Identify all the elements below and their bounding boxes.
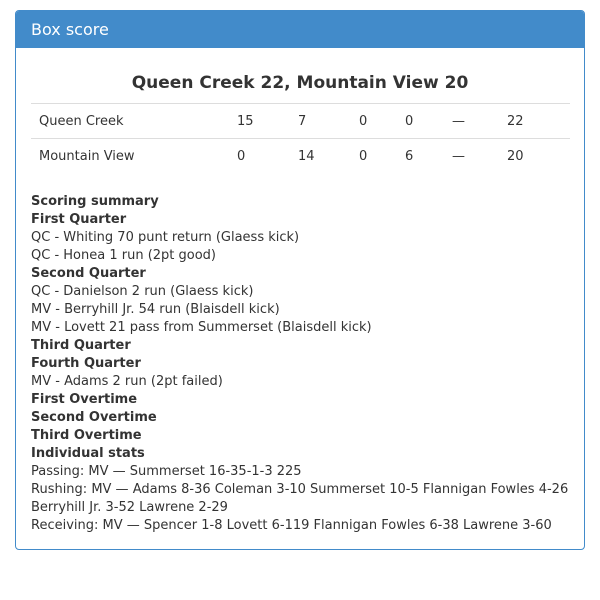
summary-heading: Third Quarter [31,338,131,353]
panel-title: Box score [31,20,109,39]
total-score: 20 [507,139,570,174]
summary-line: QC - Whiting 70 punt return (Glaess kick) [31,230,300,245]
summary-line: QC - Danielson 2 run (Glaess kick) [31,284,254,299]
game-title: Queen Creek 22, Mountain View 20 [131,73,469,93]
summary-line: Receiving: MV — Spencer 1-8 Lovett 6-119 Flannigan Fowles 6-38 Lawrene 3-60 [31,518,552,533]
table-row [31,139,570,174]
period-score: — [452,139,507,174]
summary-line: MV - Adams 2 run (2pt failed) [31,374,223,389]
summary-line: Berryhill Jr. 3-52 Lawrene 2-29 [31,500,228,515]
scoring-summary [31,193,568,535]
summary-heading: Third Overtime [31,428,142,443]
summary-line: QC - Honea 1 run (2pt good) [31,248,216,263]
summary-heading: Fourth Quarter [31,356,141,371]
team-name: Mountain View [31,139,237,174]
score-table [31,103,570,174]
period-score: 14 [298,139,359,174]
period-score: 0 [405,104,452,139]
period-score: — [452,104,507,139]
summary-line: MV - Berryhill Jr. 54 run (Blaisdell kick) [31,302,280,317]
period-score: 6 [405,139,452,174]
period-score: 0 [359,139,405,174]
summary-line: MV - Lovett 21 pass from Summerset (Blaisdell kick) [31,320,372,335]
period-score: 0 [237,139,298,174]
summary-heading: First Overtime [31,392,138,407]
summary-heading: Second Quarter [31,266,146,281]
table-row [31,104,570,139]
summary-heading: First Quarter [31,212,127,227]
period-score: 15 [237,104,298,139]
summary-heading: Scoring summary [31,194,159,209]
panel-header [16,11,584,48]
period-score: 7 [298,104,359,139]
team-name: Queen Creek [31,104,237,139]
summary-heading: Second Overtime [31,410,157,425]
summary-heading: Individual stats [31,446,145,461]
total-score: 22 [507,104,570,139]
period-score: 0 [359,104,405,139]
summary-line: Rushing: MV — Adams 8-36 Coleman 3-10 Summerset 10-5 Flannigan Fowles 4-26 [31,482,569,497]
summary-line: Passing: MV — Summerset 16-35-1-3 225 [31,464,302,479]
box-score-panel [15,10,585,550]
